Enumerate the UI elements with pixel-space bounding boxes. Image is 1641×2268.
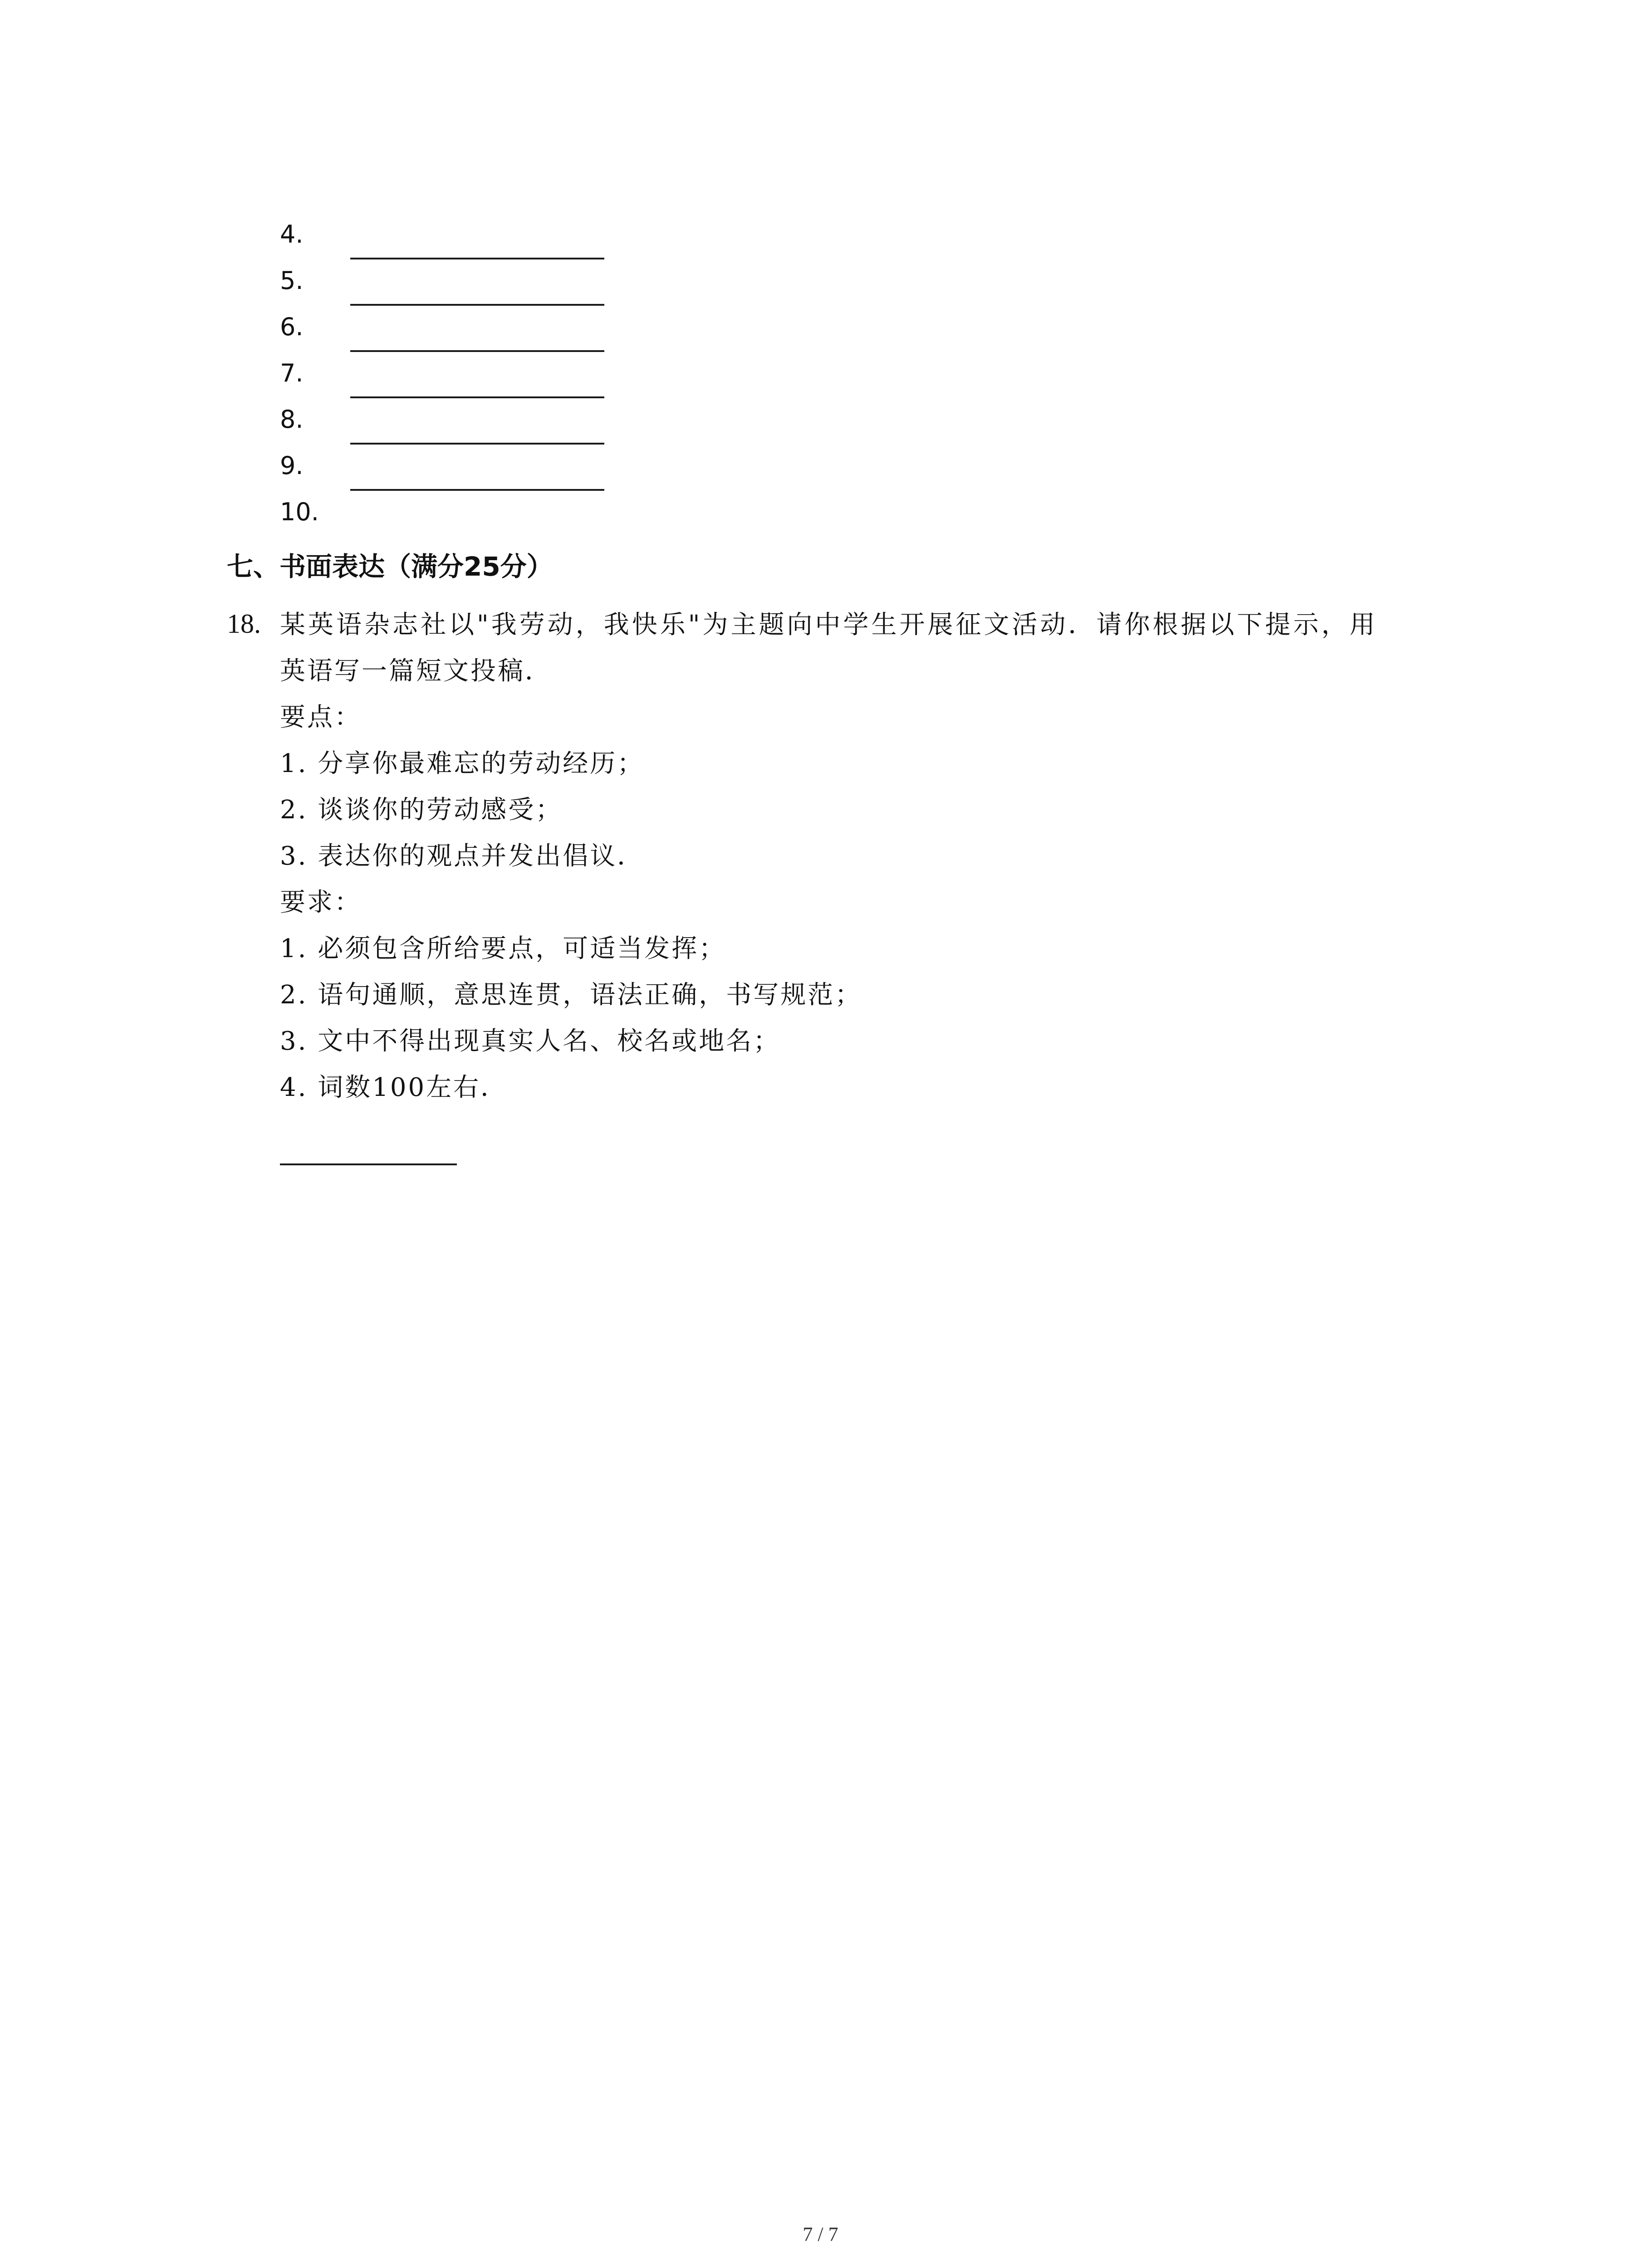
question-prompt-line-1: 某英语杂志社以"我劳动，我快乐"为主题向中学生开展征文活动．请你根据以下提示，用 bbox=[280, 610, 1378, 640]
requirement-3: 3. 文中不得出现真实人名、校名或地名； bbox=[280, 1026, 781, 1056]
requirement-4: 4. 词数100左右． bbox=[280, 1073, 508, 1102]
key-points-label: 要点： bbox=[280, 703, 362, 732]
question-prompt-line-2: 英语写一篇短文投稿． bbox=[280, 656, 552, 686]
page-number: 7 / 7 bbox=[803, 2223, 838, 2245]
key-point-1: 1. 分享你最难忘的劳动经历； bbox=[280, 749, 645, 778]
item-number: 10. bbox=[280, 498, 319, 526]
item-number: 8. bbox=[280, 405, 304, 434]
item-number: 9. bbox=[280, 451, 304, 480]
item-number: 5. bbox=[280, 266, 304, 295]
requirements-label: 要求： bbox=[280, 888, 362, 917]
answer-blank[interactable] bbox=[350, 258, 604, 259]
requirement-2: 2. 语句通顺，意思连贯，语法正确，书写规范； bbox=[280, 980, 862, 1010]
question-number: 18. bbox=[227, 609, 261, 639]
essay-answer-blank[interactable] bbox=[280, 1163, 457, 1165]
answer-blank[interactable] bbox=[350, 396, 604, 398]
answer-blank[interactable] bbox=[350, 350, 604, 352]
requirement-1: 1. 必须包含所给要点，可适当发挥； bbox=[280, 934, 726, 963]
answer-blank[interactable] bbox=[350, 443, 604, 445]
item-number: 6. bbox=[280, 313, 304, 341]
item-number: 4. bbox=[280, 220, 304, 249]
answer-blank[interactable] bbox=[350, 304, 604, 306]
key-point-3: 3. 表达你的观点并发出倡议． bbox=[280, 841, 645, 871]
section-title: 七、书面表达（满分25分） bbox=[227, 551, 553, 582]
item-number: 7. bbox=[280, 359, 304, 387]
key-point-2: 2. 谈谈你的劳动感受； bbox=[280, 795, 563, 825]
answer-blank[interactable] bbox=[350, 489, 604, 491]
